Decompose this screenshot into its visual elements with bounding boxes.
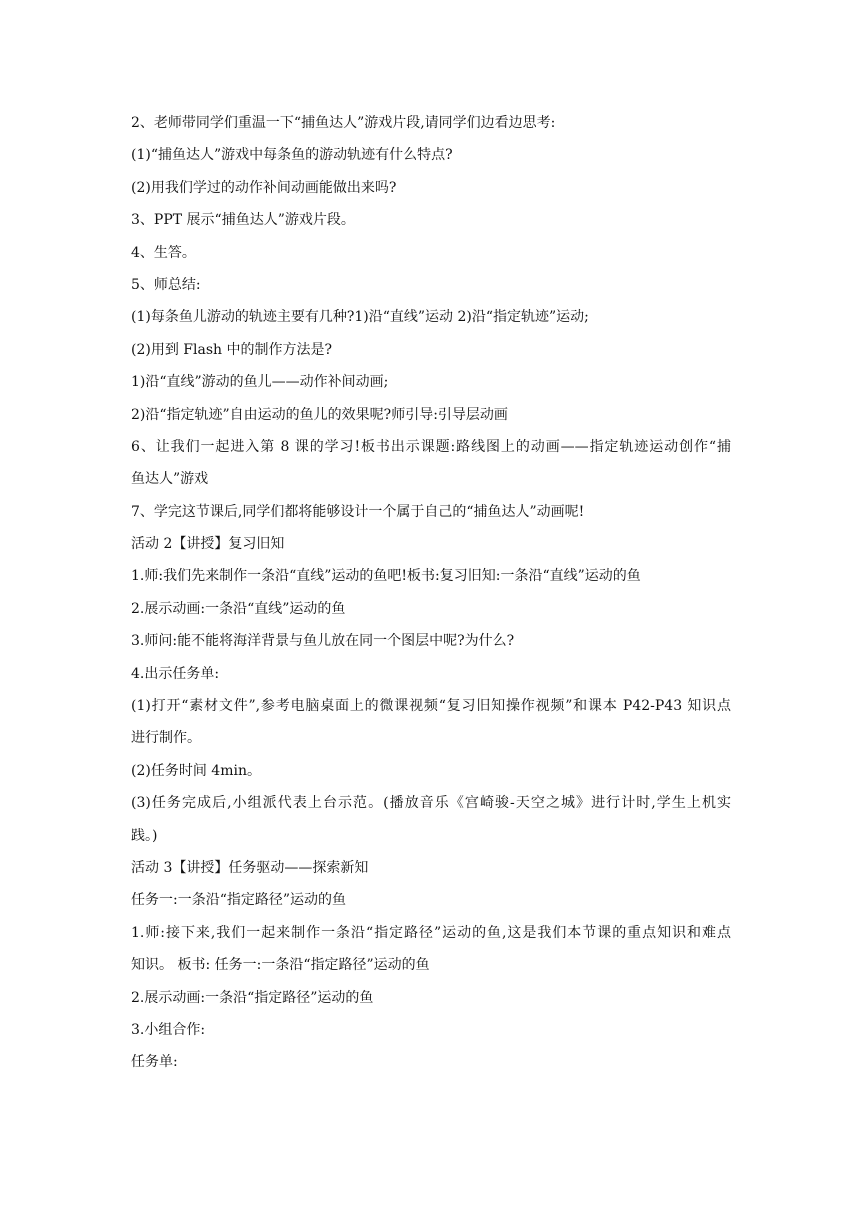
text-line-a3-3: 3.小组合作: [131,1021,206,1038]
text-line-method1: 1)沿“直线”游动的鱼儿——动作补间动画; [131,374,389,391]
text-line-method2: 2)沿“指定轨迹”自由运动的鱼儿的效果呢?师引导:引导层动画 [131,406,508,423]
text-line-a2-4: 4.出示任务单: [131,665,220,682]
text-line-a2-3: 3.师问:能不能将海洋背景与鱼儿放在同一个图层中呢?为什么? [131,633,515,650]
text-line-a3-2: 2.展示动画:一条沿“指定路径”运动的鱼 [131,989,374,1006]
text-line-question1: (1)“捕鱼达人”游戏中每条鱼的游动轨迹有什么特点? [131,147,453,164]
document-body [131,107,731,1079]
text-line-step6: 6、让我们一起进入第 8 课的学习!板书出示课题:路线图上的动画——指定轨迹运动创作“捕 [131,438,731,455]
text-line-task3: (3)任务完成后,小组派代表上台示范。(播放音乐《宫崎骏-天空之城》进行计时,学生上机实 [131,795,731,812]
text-line-task1: (1)打开“素材文件”,参考电脑桌面上的微课视频“复习旧知操作视频”和课本 P42-P43 知识点 [131,698,731,715]
text-line-a2-1: 1.师:我们先来制作一条沿“直线”运动的鱼吧!板书:复习旧知:一条沿“直线”运动的鱼 [131,568,641,585]
text-line-summary2: (2)用到 Flash 中的制作方法是? [131,341,332,358]
text-line-step2: 2、老师带同学们重温一下“捕鱼达人”游戏片段,请同学们边看边思考: [131,115,556,131]
section-heading-activity3: 活动 3【讲授】任务驱动——探索新知 [131,859,369,876]
text-line-question2: (2)用我们学过的动作补间动画能做出来吗? [131,179,397,196]
text-line-task1-cont: 进行制作。 [131,730,201,747]
text-line-step6-cont: 鱼达人”游戏 [131,471,209,488]
text-line-a3-1: 1.师:接下来,我们一起来制作一条沿“指定路径”运动的鱼,这是我们本节课的重点知识和难点 [131,924,731,941]
text-line-step4: 4、生答。 [131,244,196,261]
text-line-a3-1-cont: 知识。 板书: 任务一:一条沿“指定路径”运动的鱼 [131,957,430,974]
text-line-step5: 5、师总结: [131,276,201,293]
text-line-task-sheet: 任务单: [131,1054,178,1071]
text-line-step7: 7、学完这节课后,同学们都将能够设计一个属于自己的“捕鱼达人”动画呢! [131,503,585,520]
text-line-summary1: (1)每条鱼儿游动的轨迹主要有几种?1)沿“直线”运动 2)沿“指定轨迹”运动; [131,309,589,326]
text-line-task2: (2)任务时间 4min。 [131,762,261,779]
text-line-step3: 3、PPT 展示“捕鱼达人”游戏片段。 [131,212,355,229]
text-line-task3-cont: 践。) [131,827,158,844]
section-heading-activity2: 活动 2【讲授】复习旧知 [131,536,285,553]
text-line-a2-2: 2.展示动画:一条沿“直线”运动的鱼 [131,600,346,617]
subheading-task-one: 任务一:一条沿“指定路径”运动的鱼 [131,892,347,909]
